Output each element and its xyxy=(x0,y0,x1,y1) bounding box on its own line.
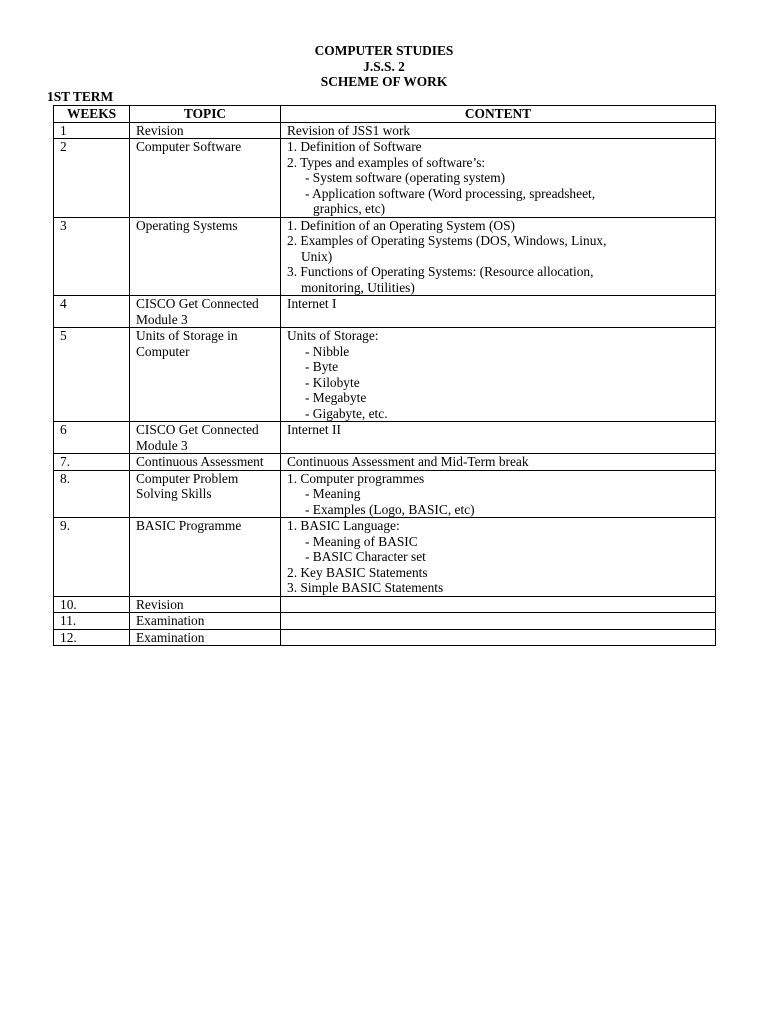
column-header-weeks: WEEKS xyxy=(54,106,130,123)
topic-line: Revision xyxy=(136,596,184,612)
week-cell: 11. xyxy=(54,613,130,630)
week-cell: 3 xyxy=(54,217,130,296)
content-line: - Meaning of BASIC xyxy=(305,533,418,549)
topic-line: Solving Skills xyxy=(136,486,212,501)
week-cell: 2 xyxy=(54,139,130,218)
table-row xyxy=(54,122,716,139)
topic-line: Revision xyxy=(136,122,184,138)
week-cell: 9. xyxy=(54,518,130,597)
content-line: Internet I xyxy=(287,296,337,311)
content-cell xyxy=(281,296,716,328)
topic-cell xyxy=(130,596,281,613)
content-line: 1. Definition of an Operating System (OS) xyxy=(287,217,515,233)
content-line: - Application software (Word processing, spreadsheet, xyxy=(305,185,596,201)
content-line: 3. Simple BASIC Statements xyxy=(287,580,444,595)
table-row xyxy=(54,596,716,613)
table-row xyxy=(54,629,716,646)
content-cell xyxy=(281,422,716,454)
content-line: - Gigabyte, etc. xyxy=(305,405,388,421)
week-cell: 4 xyxy=(54,296,130,328)
content-line: - Megabyte xyxy=(305,390,367,405)
topic-cell xyxy=(130,217,281,296)
content-cell xyxy=(281,518,716,597)
topic-line: CISCO Get Connected xyxy=(136,422,259,437)
topic-cell xyxy=(130,296,281,328)
content-line: - BASIC Character set xyxy=(305,549,426,564)
week-cell: 8. xyxy=(54,470,130,518)
topic-cell xyxy=(130,518,281,597)
week-cell: 6 xyxy=(54,422,130,454)
content-line: - Kilobyte xyxy=(305,374,360,390)
content-line: 2. Examples of Operating Systems (DOS, Windows, Linux, xyxy=(287,233,607,248)
content-line: 2. Types and examples of software’s: xyxy=(287,154,486,170)
table-row xyxy=(54,454,716,471)
topic-cell xyxy=(130,613,281,630)
week-cell: 1 xyxy=(54,122,130,139)
topic-cell xyxy=(130,422,281,454)
column-header-topic: TOPIC xyxy=(130,106,281,123)
content-cell xyxy=(281,629,716,646)
table-row xyxy=(54,217,716,296)
topic-cell xyxy=(130,122,281,139)
content-line: 3. Functions of Operating Systems: (Resource allocation, xyxy=(287,264,594,279)
table-header-row xyxy=(54,106,716,123)
subject-title: COMPUTER STUDIES xyxy=(314,43,454,58)
content-line: monitoring, Utilities) xyxy=(301,279,415,295)
topic-line: Continuous Assessment xyxy=(136,454,264,469)
topic-line: Module 3 xyxy=(136,437,188,453)
table-row xyxy=(54,422,716,454)
topic-line: Examination xyxy=(136,629,205,645)
topic-line: Module 3 xyxy=(136,311,188,327)
content-cell xyxy=(281,122,716,139)
topic-line: Computer Problem xyxy=(136,470,239,486)
table-row xyxy=(54,139,716,218)
content-line: - Examples (Logo, BASIC, etc) xyxy=(305,501,475,517)
content-line: 1. Definition of Software xyxy=(287,139,422,154)
content-line: 2. Key BASIC Statements xyxy=(287,564,428,580)
content-cell xyxy=(281,613,716,630)
document-title: SCHEME OF WORK xyxy=(320,74,448,89)
content-line: Revision of JSS1 work xyxy=(287,122,411,138)
table-row xyxy=(54,518,716,597)
table-row xyxy=(54,296,716,328)
topic-line: Units of Storage in xyxy=(136,328,238,343)
content-cell xyxy=(281,139,716,218)
topic-cell xyxy=(130,139,281,218)
content-line: Unix) xyxy=(301,248,333,264)
content-line: - Byte xyxy=(305,359,339,374)
content-cell xyxy=(281,596,716,613)
content-line: graphics, etc) xyxy=(313,201,386,216)
week-cell: 5 xyxy=(54,328,130,422)
content-line: Internet II xyxy=(287,422,341,437)
table-row xyxy=(54,470,716,518)
content-cell xyxy=(281,217,716,296)
topic-line: Operating Systems xyxy=(136,217,238,233)
column-header-content: CONTENT xyxy=(281,106,716,123)
week-cell: 12. xyxy=(54,629,130,646)
class-title: J.S.S. 2 xyxy=(363,58,405,74)
topic-line: Computer Software xyxy=(136,139,242,154)
content-cell xyxy=(281,328,716,422)
scheme-table xyxy=(53,105,716,646)
topic-cell xyxy=(130,454,281,471)
topic-cell xyxy=(130,328,281,422)
content-line: 1. Computer programmes xyxy=(287,470,425,486)
content-line: 1. BASIC Language: xyxy=(287,518,400,533)
table-row xyxy=(54,328,716,422)
content-cell xyxy=(281,470,716,518)
content-line: Continuous Assessment and Mid-Term break xyxy=(287,454,529,469)
term-heading: 1ST TERM xyxy=(47,89,114,104)
topic-line: Examination xyxy=(136,613,205,628)
week-cell: 10. xyxy=(54,596,130,613)
content-line: Units of Storage: xyxy=(287,328,379,343)
topic-cell xyxy=(130,470,281,518)
content-line: - Nibble xyxy=(305,343,350,359)
topic-line: BASIC Programme xyxy=(136,518,242,533)
content-line: - Meaning xyxy=(305,486,361,501)
topic-line: Computer xyxy=(136,343,190,359)
topic-line: CISCO Get Connected xyxy=(136,296,259,311)
table-row xyxy=(54,613,716,630)
content-cell xyxy=(281,454,716,471)
content-line: - System software (operating system) xyxy=(305,170,506,185)
week-cell: 7. xyxy=(54,454,130,471)
document-header xyxy=(0,43,768,90)
topic-cell xyxy=(130,629,281,646)
